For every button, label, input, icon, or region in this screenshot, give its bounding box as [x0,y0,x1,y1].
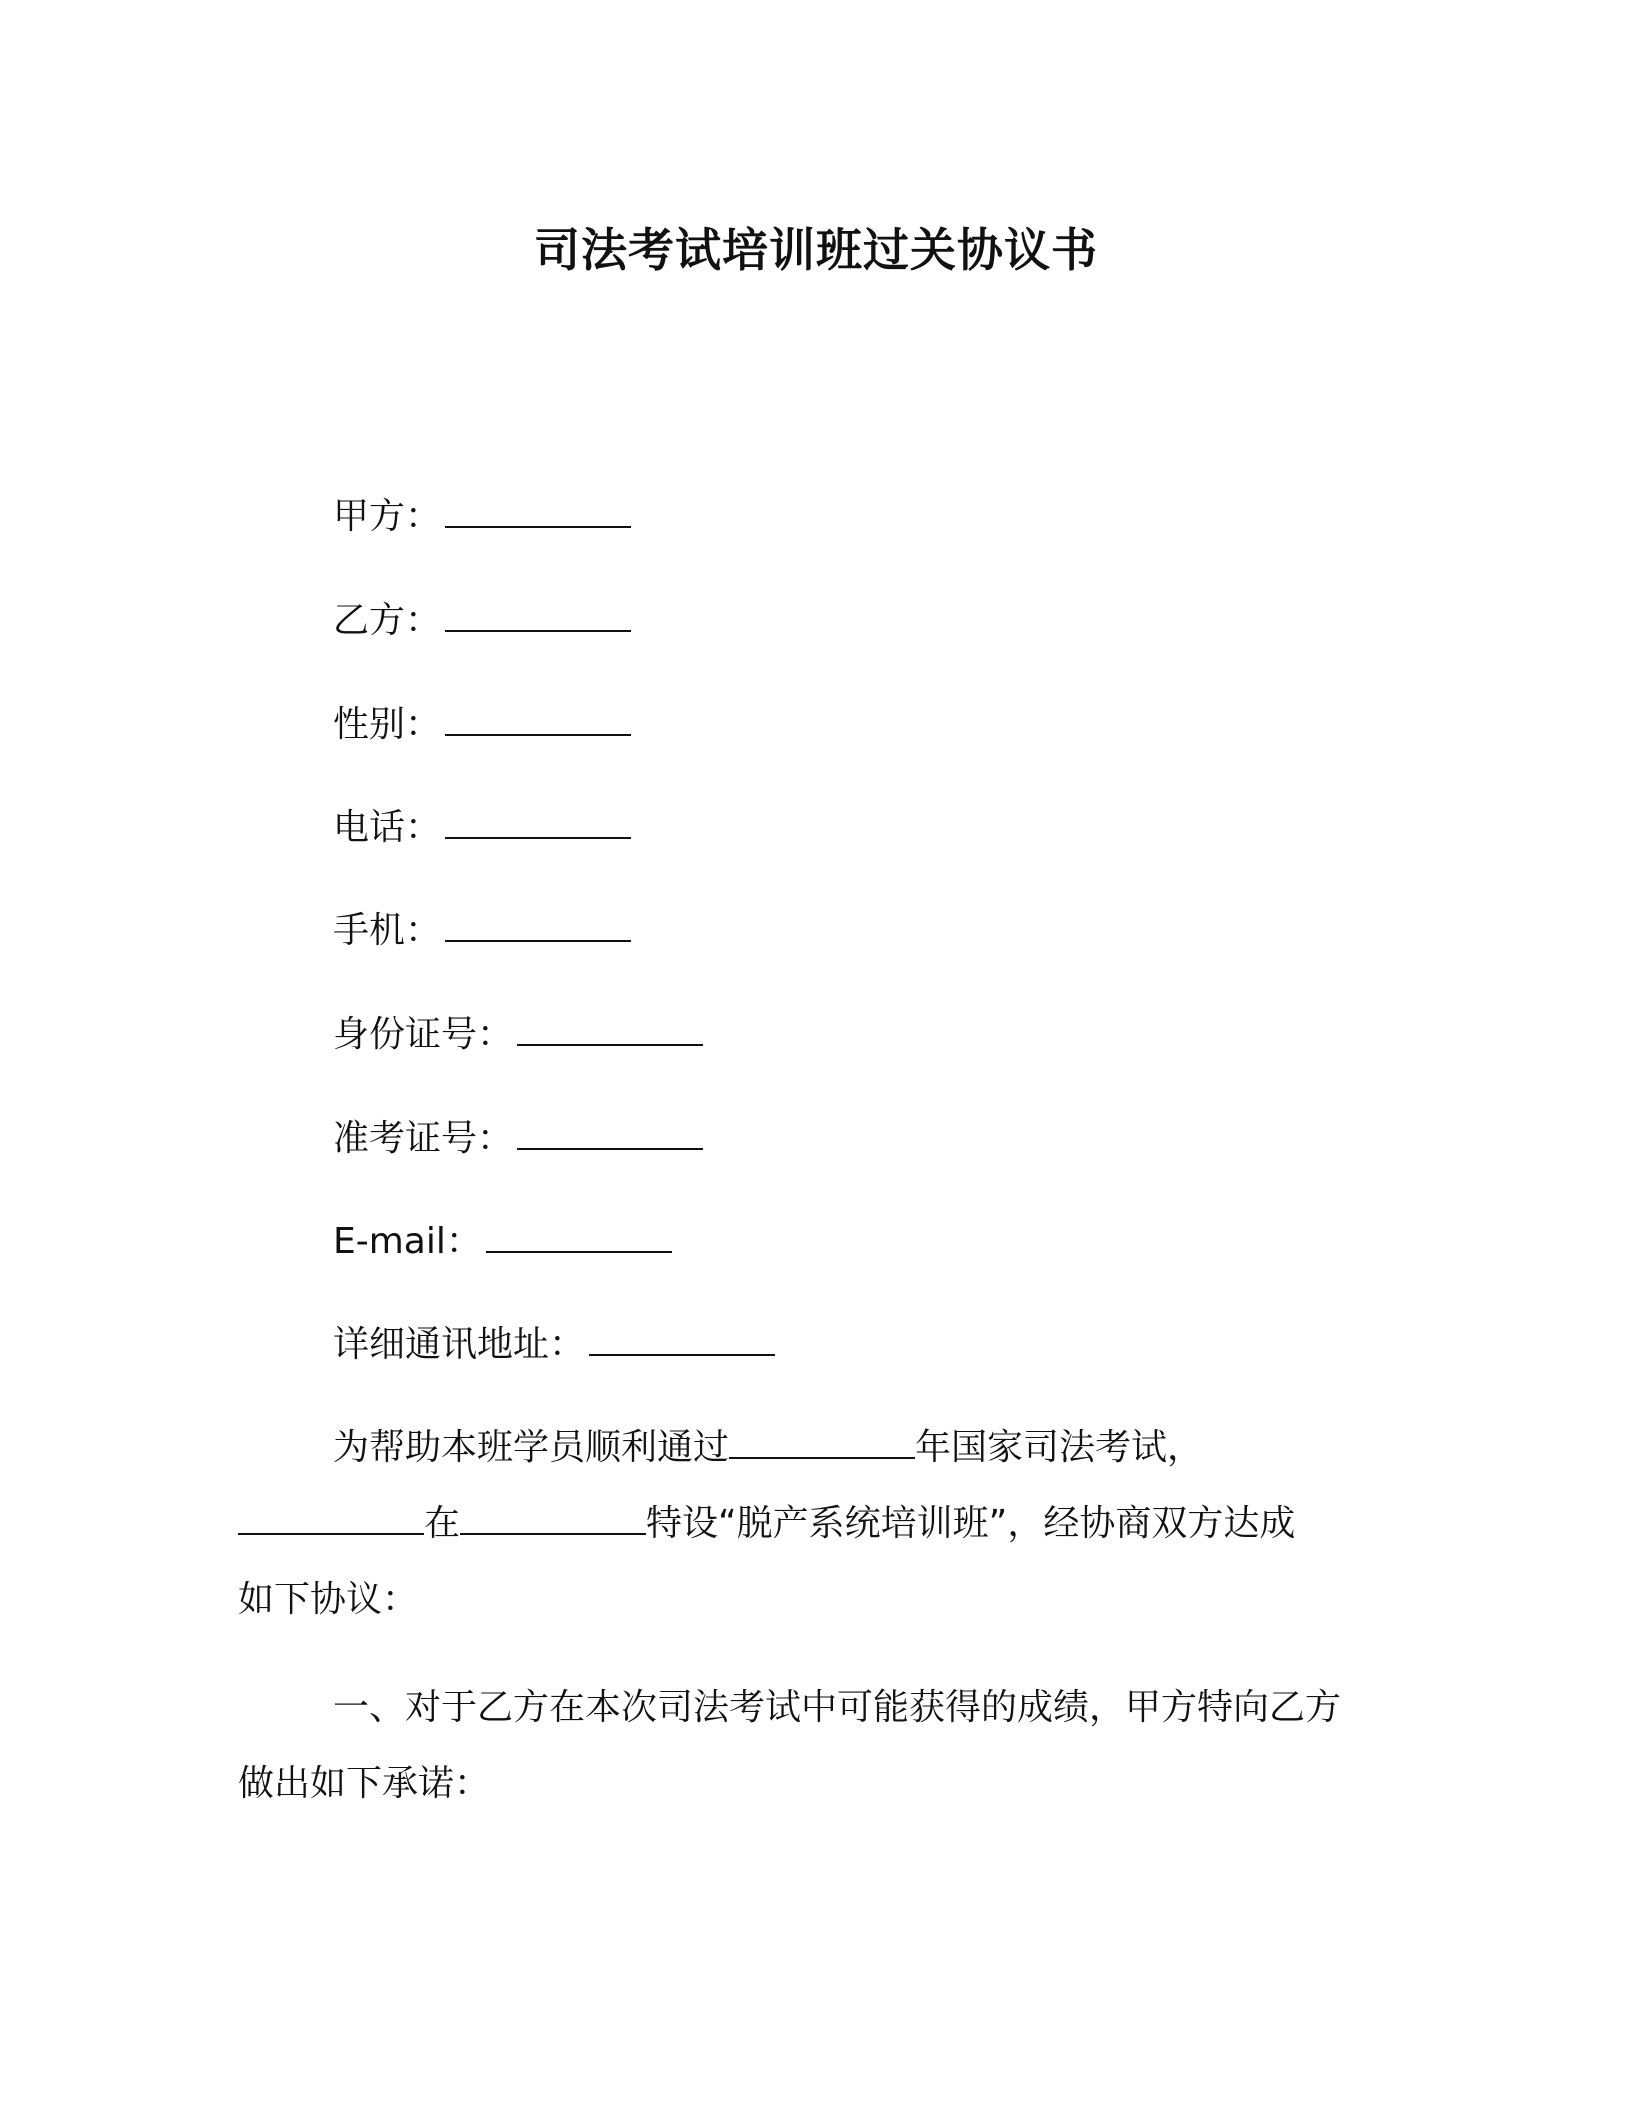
intro-text-3: 在 [424,1503,461,1544]
intro-text-4: 特设“脱产系统培训班”，经协商双方达成 [646,1503,1296,1544]
intro-paragraph [238,1410,1378,1638]
field-address [333,1320,775,1370]
field-label-address: 详细通讯地址： [333,1324,586,1365]
fill-blank-phone[interactable] [445,805,631,839]
fill-blank-organizer[interactable] [238,1501,424,1535]
field-label-exam-ticket: 准考证号： [333,1118,514,1159]
fill-blank-location[interactable] [460,1501,646,1535]
fill-blank-id-number[interactable] [517,1012,703,1046]
field-gender [333,700,631,750]
intro-line-3: 如下协议： [238,1579,419,1620]
intro-line-1 [238,1410,1378,1486]
field-label-phone: 电话： [333,807,442,848]
fill-blank-mobile[interactable] [445,908,631,942]
field-id-number [333,1010,703,1060]
field-party-a [333,492,631,542]
fill-blank-gender[interactable] [445,702,631,736]
field-party-b [333,596,631,646]
field-label-email: E-mail： [333,1221,482,1262]
fill-blank-party-b[interactable] [445,598,631,632]
field-label-party-a: 甲方： [333,496,442,537]
clause-1-line-1: 一、对于乙方在本次司法考试中可能获得的成绩，甲方特向乙方 [333,1687,1342,1728]
field-email [333,1217,672,1267]
fill-blank-address[interactable] [589,1322,775,1356]
intro-text-1: 为帮助本班学员顺利通过 [333,1427,730,1468]
field-label-mobile: 手机： [333,910,442,951]
fill-blank-email[interactable] [486,1219,672,1253]
clause-1-paragraph [238,1670,1378,1822]
field-label-gender: 性别： [333,704,442,745]
field-mobile [333,906,631,956]
clause-1-line-2: 做出如下承诺： [238,1763,491,1804]
fill-blank-exam-ticket[interactable] [517,1116,703,1150]
intro-line-2 [238,1486,1378,1562]
intro-text-2: 年国家司法考试， [915,1427,1204,1468]
field-exam-ticket [333,1114,703,1164]
field-phone [333,803,631,853]
field-label-party-b: 乙方： [333,600,442,641]
field-label-id-number: 身份证号： [333,1014,514,1055]
fill-blank-year[interactable] [729,1425,915,1459]
document-title: 司法考试培训班过关协议书 [534,223,1098,277]
fill-blank-party-a[interactable] [445,494,631,528]
